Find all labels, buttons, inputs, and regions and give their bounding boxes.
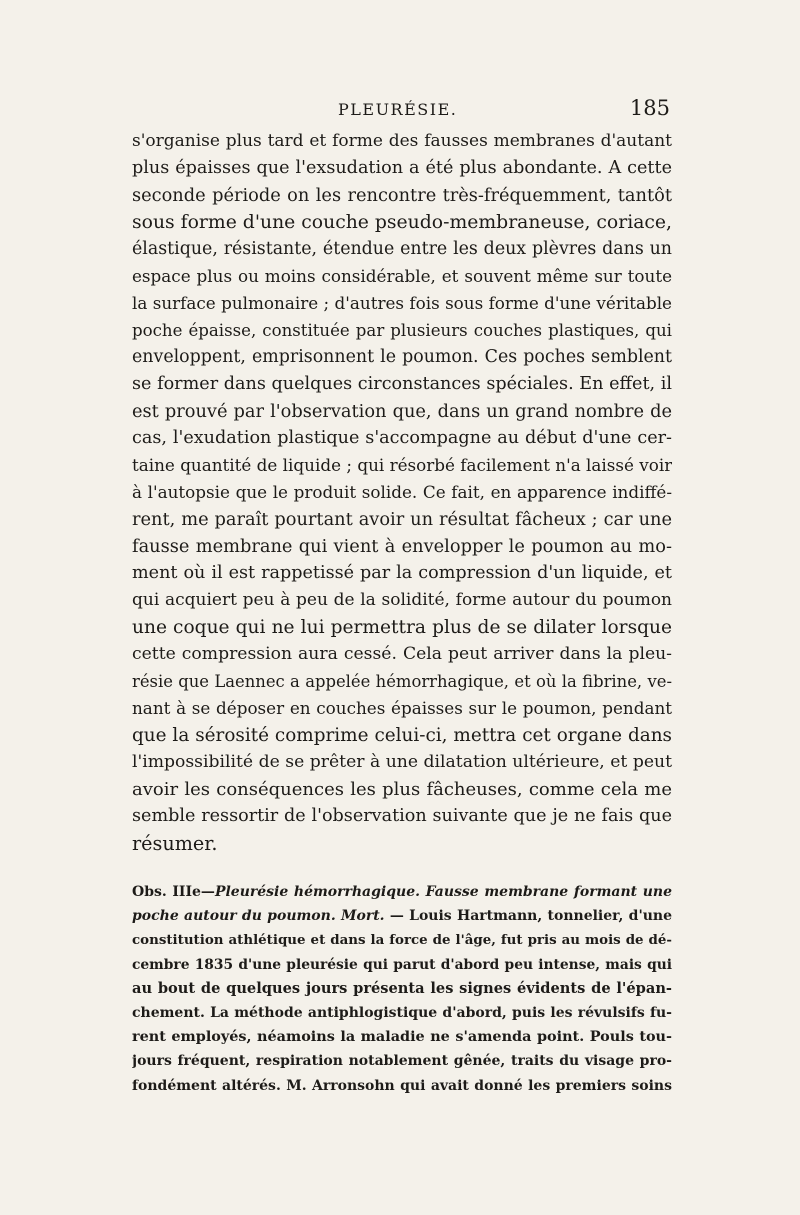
observation-line: cembre 1835 d'une pleurésie qui parut d'abord peu intense, mais qui	[132, 956, 672, 973]
text-line: taine quantité de liquide ; qui résorbé facilement n'a laissé voir	[132, 455, 672, 475]
text-line: espace plus ou moins considérable, et souvent même sur toute	[132, 266, 672, 286]
observation-heading-line	[132, 904, 672, 928]
observation-line: jours fréquent, respiration notablement gênée, traits du visage pro-	[132, 1053, 672, 1070]
observation-line: chement. La méthode antiphlogistique d'abord, puis les révulsifs fu-	[132, 1004, 672, 1021]
text-line: avoir les conséquences les plus fâcheuses, comme cela me	[132, 779, 672, 800]
text-line: qui acquiert peu à peu de la solidité, forme autour du poumon	[132, 590, 672, 610]
observation-label: Obs. IIIe—	[132, 884, 215, 900]
text-line: cette compression aura cessé. Cela peut arriver dans la pleu-	[132, 644, 672, 664]
text-line: semble ressortir de l'observation suivante que je ne fais que	[132, 806, 672, 826]
text-line: cas, l'exudation plastique s'accompagne au début d'une cer-	[132, 428, 672, 448]
observation-block	[132, 880, 672, 1098]
text-line: nant à se déposer en couches épaisses sur le poumon, pendant	[132, 698, 672, 718]
text-line: s'organise plus tard et forme des fausses membranes d'autant	[132, 131, 672, 151]
running-head	[132, 96, 672, 126]
text-line: rent, me paraît pourtant avoir un résultat fâcheux ; car une	[132, 509, 672, 530]
text-line: la surface pulmonaire ; d'autres fois sous forme d'une véritable	[132, 293, 672, 313]
text-line: se former dans quelques circonstances spéciales. En effet, il	[132, 374, 672, 394]
page-number: 185	[629, 96, 670, 120]
text-line: fausse membrane qui vient à envelopper le poumon au mo-	[132, 536, 672, 557]
text-line: enveloppent, emprisonnent le poumon. Ces poches semblent	[132, 347, 672, 367]
text-line: poche épaisse, constituée par plusieurs couches plastiques, qui	[132, 321, 672, 340]
text-line: élastique, résistante, étendue entre les deux plèvres dans un	[132, 239, 672, 259]
text-line: est prouvé par l'observation que, dans un grand nombre de	[132, 401, 672, 422]
text-line: sous forme d'une couche pseudo-membraneuse, coriace,	[132, 212, 672, 233]
text-line: seconde période on les rencontre très-fréquemment, tantôt	[132, 185, 672, 206]
observation-line: constitution athlétique et dans la force de l'âge, fut pris au mois de dé-	[132, 932, 672, 949]
observation-text: — Louis Hartmann, tonnelier, d'une	[384, 908, 672, 925]
observation-line: fondément altérés. M. Arronsohn qui avait donné les premiers soins	[132, 1077, 672, 1094]
text-line: une coque qui ne lui permettra plus de se dilater lorsque	[132, 617, 672, 638]
text-line: résie que Laennec a appelée hémorrhagique, et où la fibrine, ve-	[132, 672, 672, 691]
text-line: l'impossibilité de se prêter à une dilatation ultérieure, et peut	[132, 752, 672, 772]
text-line: résumer.	[132, 832, 218, 855]
book-page	[132, 96, 672, 1098]
text-line: que la sérosité comprime celui-ci, mettra cet organe dans	[132, 725, 672, 746]
text-line: ment où il est rappetissé par la compression d'un liquide, et	[132, 563, 672, 583]
observation-heading-line	[132, 880, 672, 904]
main-paragraph	[132, 128, 672, 857]
running-title: PLEURÉSIE.	[338, 100, 458, 119]
text-line: plus épaisses que l'exsudation a été plus abondante. A cette	[132, 158, 672, 178]
observation-line: rent employés, néamoins la maladie ne s'amenda point. Pouls tou-	[132, 1028, 672, 1046]
observation-title: Pleurésie hémorrhagique. Fausse membrane formant une	[214, 884, 672, 900]
text-line: à l'autopsie que le produit solide. Ce fait, en apparence indiffé-	[132, 482, 672, 502]
observation-title-end: poche autour du poumon. Mort.	[132, 908, 385, 925]
observation-line: au bout de quelques jours présenta les signes évidents de l'épan-	[132, 979, 672, 997]
